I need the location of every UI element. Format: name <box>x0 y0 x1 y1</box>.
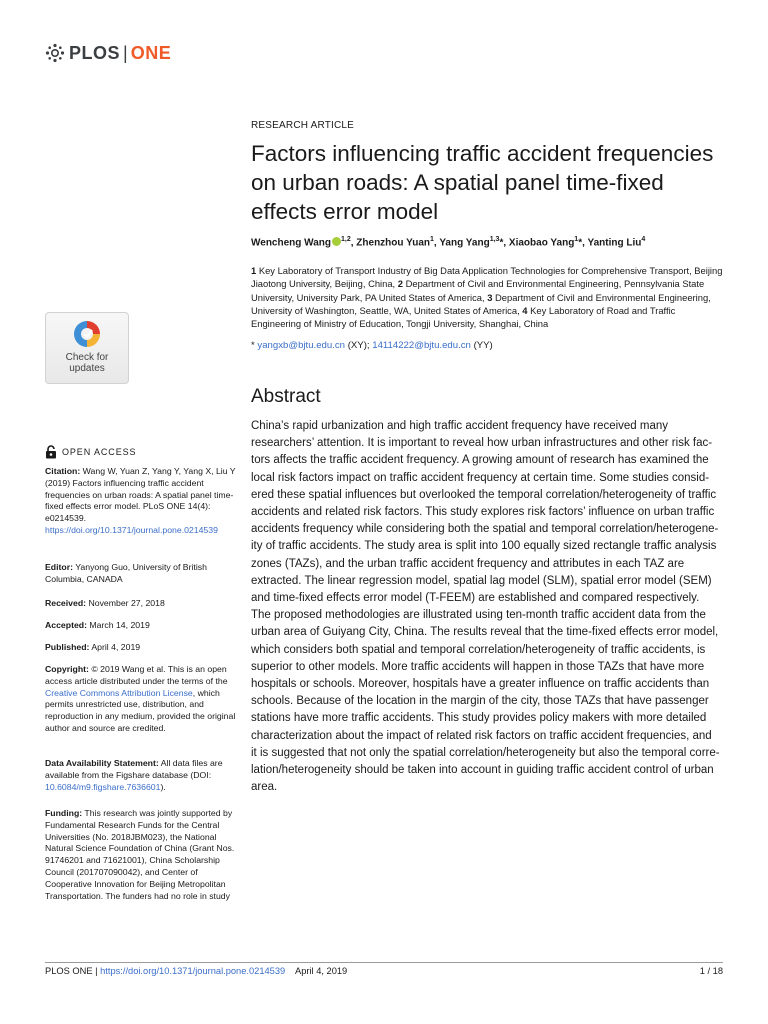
received-block <box>45 598 237 610</box>
abstract-line: researchers’ attention. It is important to reveal how urban infrastructures and other risk fac- <box>251 437 713 450</box>
author-affil-sup: 1,2 <box>341 236 351 243</box>
open-access-text: OPEN ACCESS <box>62 447 137 457</box>
open-lock-icon <box>45 445 57 459</box>
abstract-line: accidents and related risk factors. This study explores risk factors’ influence on urban traffic <box>251 506 715 519</box>
abstract-line: it is suggested that not only the spatial correlation/heterogeneity but also the temporal corre- <box>251 746 720 759</box>
data-availability-tail: ). <box>160 781 166 792</box>
email-initials: (XY); <box>347 340 370 351</box>
affiliation-text: Key Laboratory of Transport Industry of Big Data Application Technologies for Comprehensive Transport, Beijing Jiaotong University, Beijing, China, <box>251 265 723 290</box>
abstract-line: zones (TAZs), and the urban traffic accident frequency and attributes in each TAZ are <box>251 557 685 570</box>
abstract-line: area. <box>251 781 278 794</box>
abstract-line: tors affects the traffic accident frequency. A growing amount of research has examined the <box>251 454 709 467</box>
published-label: Published: <box>45 642 90 652</box>
check-updates-line1: Check for <box>65 352 109 363</box>
abstract-line: urban area of Guiyang City, China. The results reveal that the time-fixed effects error model, <box>251 626 719 639</box>
funding-text: This research was jointly supported by Fundamental Research Funds for the Central Universities (No. 2018JBM023), the National Natural Science Foundation of China (Grant Nos. 91746201 and 71621001), China Scholarship Council (201707090042), and Center of Cooperative Innovation for Beijing Metropolitan Transportation. The funders had no role in study <box>45 808 235 901</box>
plos-logo-icon <box>45 43 65 63</box>
copyright-text-tail: , which permits unrestricted use, distribution, and reproduction in any medium, provided the original author and source are credited. <box>45 687 236 733</box>
correspondence-star: * <box>251 340 255 351</box>
journal-name-one: ONE <box>130 42 172 63</box>
crossmark-icon <box>72 319 102 349</box>
published-block <box>45 642 237 654</box>
journal-logo[interactable] <box>45 40 171 66</box>
author-name[interactable]: Yang Yang <box>439 237 490 249</box>
affiliation-text: Key Laboratory of Road and Traffic Engineering of Ministry of Education, Tongji University, Shanghai, China <box>251 304 676 330</box>
figshare-doi-link[interactable]: 10.6084/m9.figshare.7636601 <box>45 781 161 792</box>
data-availability-label: Data Availability Statement: <box>45 758 159 768</box>
copyright-text: © 2019 Wang et al. This is an open access article distributed under the terms of the <box>45 664 228 686</box>
corresponding-mark: * <box>578 237 583 249</box>
correspondence <box>251 340 723 351</box>
footer-date: April 4, 2019 <box>295 966 348 976</box>
abstract-line: hospitals or schools. Moreover, hospitals have a greater influence on traffic accidents than <box>251 678 710 691</box>
author-name[interactable]: Xiaobao Yang <box>508 237 575 249</box>
copyright-label: Copyright: <box>45 664 89 674</box>
affiliations <box>251 264 723 330</box>
footer-rule <box>45 962 723 963</box>
accepted-label: Accepted: <box>45 620 87 630</box>
abstract-line: stations have more traffic accidents. This study provides policy makers with more detailed <box>251 712 707 725</box>
abstract-line: ity of traffic accidents. The study area is split into 100 equally sized rectangle traffic analysis <box>251 540 717 553</box>
article-title: Factors influencing traffic accident frequencies on urban roads: A spatial panel time-fixed effects error model <box>251 141 714 224</box>
journal-name-separator: | <box>123 42 128 63</box>
corresponding-mark: * <box>499 237 504 249</box>
received-date: November 27, 2018 <box>88 598 165 608</box>
affiliation-text: Department of Civil and Environmental Engineering, University of Washington, Seattle, WA, United States of America, <box>251 291 711 316</box>
abstract-line: extracted. The linear regression model, spatial lag model (SLM), spatial error model (SEM) <box>251 574 712 587</box>
funding-block <box>45 808 237 902</box>
author-affil-sup: 1,3 <box>489 236 500 243</box>
affiliation-number: 2 <box>397 278 403 290</box>
open-access-label <box>45 445 136 459</box>
license-link[interactable]: Creative Commons Attribution License <box>45 687 193 698</box>
abstract-line: lation/heterogeneity should be taken into account in guiding traffic accident control of urban <box>251 764 714 777</box>
copyright-block <box>45 664 237 735</box>
abstract-line: schools. Because of the location in the margin of the city, those TAZs that have passenger <box>251 695 709 708</box>
author-name[interactable]: Wencheng Wang <box>251 237 331 249</box>
editor-label: Editor: <box>45 562 73 572</box>
author-name[interactable]: Yanting Liu <box>587 237 642 249</box>
citation-text: Wang W, Yuan Z, Yang Y, Yang X, Liu Y (2019) Factors influencing traffic accident frequencies on urban roads: A spatial panel time-fixed effects error model. PLoS ONE 14(4): e0214539. <box>45 466 236 524</box>
affiliation-number: 4 <box>522 304 528 316</box>
abstract-line: local risk factors impact on traffic accident frequency at certain time. Some studies consid- <box>251 471 710 484</box>
funding-label: Funding: <box>45 808 83 818</box>
footer-journal: PLOS ONE | <box>45 966 98 976</box>
citation-doi-link[interactable]: https://doi.org/10.1371/journal.pone.0214539 <box>45 524 218 535</box>
page-number: 1 / 18 <box>699 966 723 976</box>
journal-name-plos: PLOS <box>69 42 121 63</box>
abstract-line: accidents frequency while considering both the spatial and temporal correlation/heterogene- <box>251 523 719 536</box>
abstract-line: superior to other models. More traffic accidents will happen in those TAZs that have more <box>251 660 705 673</box>
abstract-line: characterization about the impact of related risk factors on traffic accident frequencies, and <box>251 729 712 742</box>
received-label: Received: <box>45 598 87 608</box>
accepted-block <box>45 620 237 632</box>
author-list: Wencheng Wang $^{1,2}$, Zhenzhou Yuan$^1$, Yang Yang$^{1,3}$*, Xiaobao Yang$^1$*, Yanting Liu$^4$ <box>251 236 646 249</box>
author-name[interactable]: Zhenzhou Yuan <box>356 237 431 249</box>
affiliation-number: 1 <box>251 265 257 276</box>
author-affil-sup: 1 <box>574 236 579 243</box>
published-date: April 4, 2019 <box>91 642 141 652</box>
email-link[interactable]: yangxb@bjtu.edu.cn <box>257 340 346 351</box>
abstract-line: ered these spatial influences but overlooked the temporal correlation/heterogeneity of traffic <box>251 488 717 501</box>
abstract-line: which considers both spatial and temporal correlation/heterogeneity of traffic accidents, is <box>251 643 706 656</box>
footer-doi-link[interactable]: https://doi.org/10.1371/journal.pone.0214539 <box>100 966 286 976</box>
abstract-body <box>251 418 723 796</box>
data-availability-text: All data files are available from the Figshare database (DOI: <box>45 758 223 780</box>
abstract-line: and time-fixed effects error model (T-FEEM) are established and compared respectively. <box>251 592 700 605</box>
affiliation-text: Department of Civil and Environmental Engineering, Pennsylvania State University, University Park, PA United States of America, <box>251 278 705 303</box>
citation-block <box>45 466 237 537</box>
author-affil-sup: 4 <box>641 236 646 243</box>
abstract-heading: Abstract <box>251 386 321 407</box>
editor-text: Yanyong Guo, University of British Columbia, CANADA <box>45 562 207 584</box>
email-initials: (YY) <box>473 340 493 351</box>
check-updates-line2: updates <box>69 363 105 374</box>
citation-label: Citation: <box>45 466 81 476</box>
page-footer <box>45 966 723 976</box>
check-for-updates-badge[interactable] <box>45 312 129 384</box>
email-link[interactable]: 14114222@bjtu.edu.cn <box>372 340 471 351</box>
editor-block <box>45 562 237 586</box>
abstract-line: China’s rapid urbanization and high traffic accident frequency have received many <box>251 420 669 432</box>
orcid-icon[interactable] <box>332 237 341 246</box>
accepted-date: March 14, 2019 <box>89 620 150 630</box>
data-availability-block <box>45 758 237 793</box>
article-type: RESEARCH ARTICLE <box>251 120 355 131</box>
affiliation-number: 3 <box>487 291 493 303</box>
author-affil-sup: 1 <box>430 236 434 243</box>
abstract-line: The proposed methodologies are illustrated using ten-month traffic accident data from the <box>251 609 706 622</box>
